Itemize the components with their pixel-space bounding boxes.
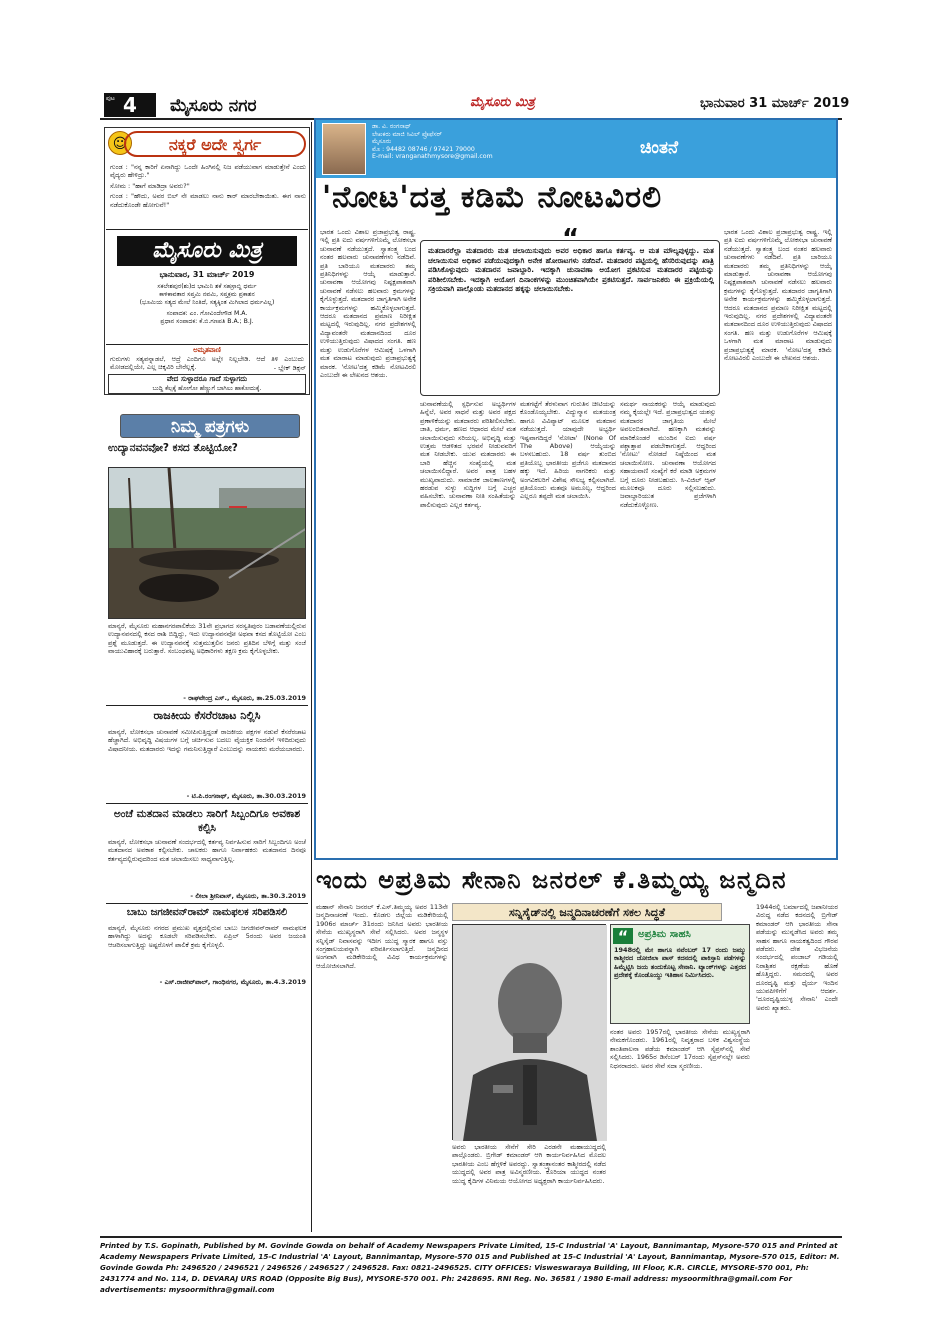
masthead-line: (ಭೂಮಿಯ ಸತ್ಯದ ಮೇಲೆ ನಿಂತಿದೆ, ಸತ್ಯಕ್ಕಿಂತ ಮಿಗಿಲಾದ ಧರ್ಮವಿಲ್ಲ) — [139, 299, 275, 306]
thimmaiah-headline: ಇಂದು ಅಪ್ರತಿಮ ಸೇನಾನಿ ಜನರಲ್ ಕೆ.ತಿಮ್ಮಯ್ಯ ಜನ್ಮದಿನ — [316, 866, 788, 894]
letter2-body: ಮಾನ್ಯರೆ, ಲೋಕಸಭಾ ಚುನಾವಣೆ ಸಮೀಪಿಸುತ್ತಿದ್ದಂತೆ ರಾಜಕೀಯ ಪಕ್ಷಗಳ ನಡುವೆ ಕೆಸರೆರಚಾಟ ಹೆಚ್ಚಾಗಿದೆ. ಅಭಿವೃದ್ಧಿ ವಿಷಯಗಳ ಬಗ್ಗೆ ಚರ್ಚಿಸುವ ಬದಲು ವೈಯಕ್ತಿಕ ನಿಂದನೆಗೆ ಇಳಿದಿರುವುದು ವಿಷಾದನೀಯ. ಮತದಾರರು ಇದನ್ನು ಗಮನಿಸುತ್ತಿದ್ದಾರೆ ಎಂಬುದನ್ನು ನಾಯಕರು ಮರೆಯಬಾರದು. — [108, 728, 306, 753]
letter2-headline: ರಾಜಕೀಯ ಕೆಸರೆರಚಾಟ ನಿಲ್ಲಿಸಿ — [153, 709, 261, 722]
section-title: ಮೈಸೂರು ನಗರ — [170, 96, 257, 116]
author-email[interactable]: E-mail: vranganathmysore@gmail.com — [372, 153, 493, 161]
article-column-3: ಮತಗಟ್ಟೆಗೆ ತೆರಳುವಾಗ ಗುರುತಿನ ಚೀಟಿಯನ್ನು ಕೊಂಡೊಯ್ಯಬೇಕು. ವಿದ್ಯುನ್ಮಾನ ಮತಯಂತ್ರ ಹಾಗೂ ವಿವಿಪ್ಯಾಟ್ ಮೂಲಕ ಮತದಾನ ನಡೆಯುತ್ತದೆ. ಯಾವುದೇ ಅಭ್ಯರ್ಥಿ ಇಷ್ಟವಾಗದಿದ್ದರೆ 'ನೋಟಾ' (None Of The Above) ಆಯ್ಕೆಯನ್ನು ಬಳಸಬಹುದು. 18 ವರ್ಷ ತುಂಬಿದ ಪ್ರತಿಯೊಬ್ಬ ಭಾರತೀಯ ಪ್ರಜೆಗೂ ಮತದಾನದ ಹಕ್ಕು ಇದೆ. ಹಿರಿಯ ನಾಗರಿಕರು ಮತ್ತು ಅಂಗವಿಕಲರಿಗೆ ವಿಶೇಷ ಸೌಲಭ್ಯ ಕಲ್ಪಿಸಲಾಗಿದೆ. ಪ್ರತಿಯೊಂದು ಮತವೂ ಅಮೂಲ್ಯ, ಆದ್ದರಿಂದ ಎಲ್ಲರೂ ತಪ್ಪದೇ ಮತ ಚಲಾಯಿಸಿ. — [520, 400, 616, 501]
joke-line: ಗುಂಡ : "ನನ್ನ ಕಾರಿಗೆ ಏನಾಗಿದ್ದು ಒಂದೇ ಹಿಂಗಿನಲ್ಲಿ ನಿಜ ಪಡೆಯುವಾಗ ಮಾಡುತ್ತೇನೆ ಎಂದು ವೈದ್ಯರು ಹೇಳಿದ್ರು." — [110, 163, 306, 180]
amrutha-title: ಅಮೃತವಾಣಿ — [193, 346, 221, 354]
mysooru-mithra-logo: ಮೈಸೂರು ಮಿತ್ರ — [117, 236, 297, 266]
letter1-headline: ಉದ್ಯಾನವನವೋ? ಕಸದ ತೊಟ್ಟಿಯೋ? — [108, 442, 238, 454]
fact-text: 1948ರಲ್ಲಿ ಮೇ ಹಾಗೂ ನವೆಂಬರ್ 17 ರಂದು ಜಮ್ಮು ಕಾಶ್ಮೀರದ ಜೋಜಿಲಾ ಪಾಸ್ ಕದನದಲ್ಲಿ ಪಾಕಿಸ್ತಾನಿ ಪಡೆಗಳನ್ನು ಹಿಮ್ಮೆಟ್ಟಿಸಿ ಜಯ ತಂದುಕೊಟ್ಟ ಸೇನಾನಿ. ಟ್ಯಾಂಕ್‌ಗಳನ್ನು ಎತ್ತರದ ಪ್ರದೇಶಕ್ಕೆ ಕೊಂಡೊಯ್ದು ಇತಿಹಾಸ ನಿರ್ಮಿಸಿದರು. — [614, 946, 746, 980]
page-number: 4 — [104, 93, 156, 117]
masthead-divider — [106, 344, 308, 345]
quote-mark-icon: “ — [562, 224, 580, 254]
thimmaiah-column-3: ನಂತರ ಅವರು 1957ರಲ್ಲಿ ಭಾರತೀಯ ಸೇನೆಯ ಮುಖ್ಯಸ್ಥರಾಗಿ ನೇಮಕಗೊಂಡರು. 1961ರಲ್ಲಿ ನಿವೃತ್ತರಾದ ಬಳಿಕ ವಿಶ್ವಸಂಸ್ಥೆಯ ಶಾಂತಿಪಾಲನಾ ಪಡೆಯ ಕಮಾಂಡರ್ ಆಗಿ ಸೈಪ್ರಸ್‌ನಲ್ಲಿ ಸೇವೆ ಸಲ್ಲಿಸಿದರು. 1965ರ ಡಿಸೆಂಬರ್ 17ರಂದು ಸೈಪ್ರಸ್‌ನಲ್ಲೇ ಅವರು ನಿಧನರಾದರು. ಅವರ ಸೇವೆ ಸದಾ ಸ್ಮರಣೀಯ. — [610, 1028, 750, 1070]
veda-title: ವೇದ ಸುಳ್ಳಾದರೂ ಗಾದೆ ಸುಳ್ಳಾಗದು — [166, 374, 248, 383]
main-headline: 'ನೋಟ'ದತ್ತ ಕಡಿಮೆ ನೋಟವಿರಲಿ — [322, 180, 663, 215]
joke-text — [110, 163, 306, 211]
general-thimmaiah-photo — [452, 924, 606, 1140]
masthead-line: ಸಕಲೇಶಪುರ(ಶು)ದ ಭಾಮಿನಿ ಶಕೆ ಸಹಸ್ರಾಬ್ದಿ ಧರ್ಮ — [157, 283, 257, 290]
masthead-line: ಕಾಳಿಕಾವತಾರ ಸಪ್ತಮಿ ನವಮಿ, ಸಪ್ತಕ್ರಮ ಪ್ರಕಾಶನ — [159, 291, 255, 298]
letter4-sign: - ಎಸ್.ರಾಜೀವ್‌ಪಾಲ್, ಗಾಂಧಿನಗರ, ಮೈಸೂರು, ತಾ.4.3.2019 — [159, 978, 306, 986]
author-info — [372, 123, 572, 161]
author-photo — [322, 123, 366, 175]
portrait-illustration — [453, 925, 607, 1141]
amrutha-text: ಗುರುಗಳು ಸತ್ಯವನ್ನಾಡಲೆ, ಆದ್ರೆ ಎಂದಿಗೂ ಅಲ್ಲೇ ನಿಲ್ಲಬೇಡಿ. ಆದೆ ತಿಳಿ ಎಂಬುದು ಮೋಡದಲ್ಲಿಯೇ, ಎಲ್ಲ ಚಿಕ್ಕವಿರಿ ಬೇರೆಲ್ಲಕ್ಕೆ. — [110, 355, 304, 372]
letter3-headline: ಅಂಚೆ ಮತದಾನ ಮಾಡಲು ಸಾರಿಗೆ ಸಿಬ್ಬಂದಿಗೂ ಅವಕಾಶ ಕಲ್ಪಿಸಿ — [113, 808, 301, 834]
preparation-subhead: ಸನ್ನಿಸೈಡ್‌ನಲ್ಲಿ ಜನ್ಮದಿನಾಚರಣೆಗೆ ಸಕಲ ಸಿದ್ಧತೆ — [452, 903, 722, 921]
article-column-2: ಚುನಾವಣೆಯಲ್ಲಿ ಸ್ಪರ್ಧಿಸುವ ಅಭ್ಯರ್ಥಿಗಳ ಹಿನ್ನೆಲೆ, ಅವರ ಸಾಧನೆ ಮತ್ತು ಅವರ ಪಕ್ಷದ ಪ್ರಣಾಳಿಕೆಯನ್ನು ಮತದಾರರು ಪರಿಶೀಲಿಸಬೇಕು. ಜಾತಿ, ಧರ್ಮ, ಹಣದ ಆಧಾರದ ಮೇಲೆ ಮತ ಚಲಾಯಿಸುವುದು ಸರಿಯಲ್ಲ. ಅಭಿವೃದ್ಧಿ ಮತ್ತು ಉತ್ತಮ ಆಡಳಿತದ ಭರವಸೆ ನೀಡುವವರಿಗೆ ಮತ ನೀಡಬೇಕು. ಯುವ ಮತದಾರರು ಈ ಬಾರಿ ಹೆಚ್ಚಿನ ಸಂಖ್ಯೆಯಲ್ಲಿ ಮತ ಚಲಾಯಿಸಲಿದ್ದಾರೆ. ಅವರ ಪಾತ್ರ ಬಹಳ ಮುಖ್ಯವಾದುದು. ಸಾಮಾಜಿಕ ಜಾಲತಾಣಗಳಲ್ಲಿ ಹರಡುವ ಸುಳ್ಳು ಸುದ್ದಿಗಳ ಬಗ್ಗೆ ಎಚ್ಚರ ವಹಿಸಬೇಕು. ಚುನಾವಣಾ ನೀತಿ ಸಂಹಿತೆಯನ್ನು ಪಾಲಿಸುವುದು ಎಲ್ಲರ ಕರ್ತವ್ಯ. — [420, 400, 516, 509]
article-column-4: ಸಮರ್ಥ ನಾಯಕರನ್ನು ಆಯ್ಕೆ ಮಾಡುವುದು ನಮ್ಮ ಕೈಯಲ್ಲೇ ಇದೆ. ಪ್ರಜಾಪ್ರಭುತ್ವದ ಯಶಸ್ಸು ಮತದಾರರ ಜಾಗೃತಿಯ ಮೇಲೆ ಅವಲಂಬಿತವಾಗಿದೆ. ಹಣಕ್ಕಾಗಿ ಮತವನ್ನು ಮಾರಿಕೊಂಡರೆ ಮುಂದಿನ ಐದು ವರ್ಷ ಪಶ್ಚಾತ್ತಾಪ ಪಡಬೇಕಾಗುತ್ತದೆ. ಆದ್ದರಿಂದ 'ನೋಟು' ನೋಡದೆ ನಿಷ್ಠೆಯಿಂದ ಮತ ಚಲಾಯಿಸೋಣ. ಚುನಾವಣಾ ಆಯೋಗದ ಸಹಾಯವಾಣಿ ಸಂಖ್ಯೆಗೆ ಕರೆ ಮಾಡಿ ಅಕ್ರಮಗಳ ಬಗ್ಗೆ ದೂರು ನೀಡಬಹುದು. ಸಿ-ವಿಜಿಲ್ ಆ್ಯಪ್ ಮೂಲಕವೂ ದೂರು ಸಲ್ಲಿಸಬಹುದು. ಜವಾಬ್ದಾರಿಯುತ ಪ್ರಜೆಗಳಾಗಿ ನಡೆದುಕೊಳ್ಳೋಣ. — [620, 400, 716, 509]
page-tag: ಪುಟ — [106, 95, 115, 102]
masthead-small: ಮೈಸೂರು ಮಿತ್ರ — [470, 95, 535, 110]
author-role: ಲೇಖಕರು ಮಾಜಿ ಸಿವಿಲ್ ಪ್ರೊಫೆಸರ್ — [372, 130, 442, 138]
thimmaiah-column-2: ಅವರು ಭಾರತೀಯ ಸೇನೆಗೆ ಸೇರಿ ಎರಡನೇ ಮಹಾಯುದ್ಧದಲ್ಲಿ ಪಾಲ್ಗೊಂಡರು. ಬ್ರಿಗೇಡ್ ಕಮಾಂಡರ್ ಆಗಿ ಕಾರ್ಯನಿರ್ವಹಿಸಿದ ಮೊದಲ ಭಾರತೀಯ ಎಂಬ ಹೆಗ್ಗಳಿಕೆ ಅವರದ್ದು. ಸ್ವಾತಂತ್ರ್ಯಾನಂತರ ಕಾಶ್ಮೀರದಲ್ಲಿ ನಡೆದ ಯುದ್ಧದಲ್ಲಿ ಅವರ ಪಾತ್ರ ಅವಿಸ್ಮರಣೀಯ. ಕೊರಿಯಾ ಯುದ್ಧದ ನಂತರ ಯುದ್ಧ ಕೈದಿಗಳ ವಿನಿಮಯ ಆಯೋಗದ ಅಧ್ಯಕ್ಷರಾಗಿ ಕಾರ್ಯನಿರ್ವಹಿಸಿದರು. — [452, 1143, 606, 1185]
joke-title: ನಕ್ಕರೆ ಅದೇ ಸ್ವರ್ಗ — [124, 131, 306, 157]
letter1-sign: - ರಾಘವೇಂದ್ರ ಎಸ್., ಮೈಸೂರು, ತಾ.25.03.2019 — [183, 694, 306, 702]
joke-line: ಗುಂಡ : "ಹೌದು, ಅವರ ಬಿಲ್ ನೇ ಮಾಡಲು ನಾನು ಕಾರ್ ಮಾರಬೇಕಾಯಿತು. ಈಗ ನಾನು ನಡೆದುಕೊಂಡೇ ಹೋಗುವೆ!" — [110, 192, 306, 209]
joke-divider — [106, 229, 308, 230]
letter4-headline: ಬಾಬು ಜಗಜೀವನ್‌ರಾಮ್ ನಾಮಫಲಕ ಸರಿಪಡಿಸಲಿ — [126, 907, 288, 918]
veda-text: ಬುದ್ದಿ ಕೆಲ್ಸಕ್ಕೆ ಹೋಗೋ ಹೆಣ್ಣುಗೆ ಬಾಗಿಲು ಹಾಕೋದುಕ್ಕೆ. — [152, 385, 262, 392]
article-column-1: ಭಾರತ ಒಂದು ವಿಶಾಲ ಪ್ರಜಾಪ್ರಭುತ್ವ ರಾಷ್ಟ್ರ. ಇಲ್ಲಿ ಪ್ರತಿ ಐದು ವರ್ಷಗಳಿಗೊಮ್ಮೆ ಲೋಕಸಭಾ ಚುನಾವಣೆ ನಡೆಯುತ್ತದೆ. ಸ್ವಾತಂತ್ರ್ಯ ಬಂದ ನಂತರ ಹಲವಾರು ಚುನಾವಣೆಗಳು ನಡೆದಿವೆ. ಪ್ರತಿ ಬಾರಿಯೂ ಮತದಾರರು ತಮ್ಮ ಪ್ರತಿನಿಧಿಗಳನ್ನು ಆಯ್ಕೆ ಮಾಡುತ್ತಾರೆ. ಚುನಾವಣಾ ಆಯೋಗವು ನಿಷ್ಪಕ್ಷಪಾತವಾಗಿ ಚುನಾವಣೆ ನಡೆಸಲು ಹಲವಾರು ಕ್ರಮಗಳನ್ನು ಕೈಗೊಳ್ಳುತ್ತದೆ. ಮತದಾರರ ಜಾಗೃತಿಗಾಗಿ ಅನೇಕ ಕಾರ್ಯಕ್ರಮಗಳನ್ನು ಹಮ್ಮಿಕೊಳ್ಳಲಾಗುತ್ತದೆ. ಆದರೂ ಮತದಾನದ ಪ್ರಮಾಣ ನಿರೀಕ್ಷಿತ ಮಟ್ಟದಲ್ಲಿ ಇರುವುದಿಲ್ಲ. ನಗರ ಪ್ರದೇಶಗಳಲ್ಲಿ ವಿದ್ಯಾವಂತರೇ ಮತದಾನದಿಂದ ದೂರ ಉಳಿಯುತ್ತಿರುವುದು ವಿಷಾದದ ಸಂಗತಿ. ಹಣ ಮತ್ತು ಉಡುಗೊರೆಗಳ ಆಮಿಷಕ್ಕೆ ಒಳಗಾಗಿ ಮತ ಮಾರಾಟ ಮಾಡುವುದು ಪ್ರಜಾಪ್ರಭುತ್ವಕ್ಕೆ ಮಾರಕ. 'ನೋಟ'ದತ್ತ ಕಡಿಮೆ ನೋಟವಿರಲಿ ಎಂಬುದೇ ಈ ಲೇಖನದ ಆಶಯ. — [320, 228, 416, 379]
letter-divider — [106, 705, 308, 706]
article-column-5: ಭಾರತ ಒಂದು ವಿಶಾಲ ಪ್ರಜಾಪ್ರಭುತ್ವ ರಾಷ್ಟ್ರ. ಇಲ್ಲಿ ಪ್ರತಿ ಐದು ವರ್ಷಗಳಿಗೊಮ್ಮೆ ಲೋಕಸಭಾ ಚುನಾವಣೆ ನಡೆಯುತ್ತದೆ. ಸ್ವಾತಂತ್ರ್ಯ ಬಂದ ನಂತರ ಹಲವಾರು ಚುನಾವಣೆಗಳು ನಡೆದಿವೆ. ಪ್ರತಿ ಬಾರಿಯೂ ಮತದಾರರು ತಮ್ಮ ಪ್ರತಿನಿಧಿಗಳನ್ನು ಆಯ್ಕೆ ಮಾಡುತ್ತಾರೆ. ಚುನಾವಣಾ ಆಯೋಗವು ನಿಷ್ಪಕ್ಷಪಾತವಾಗಿ ಚುನಾವಣೆ ನಡೆಸಲು ಹಲವಾರು ಕ್ರಮಗಳನ್ನು ಕೈಗೊಳ್ಳುತ್ತದೆ. ಮತದಾರರ ಜಾಗೃತಿಗಾಗಿ ಅನೇಕ ಕಾರ್ಯಕ್ರಮಗಳನ್ನು ಹಮ್ಮಿಕೊಳ್ಳಲಾಗುತ್ತದೆ. ಆದರೂ ಮತದಾನದ ಪ್ರಮಾಣ ನಿರೀಕ್ಷಿತ ಮಟ್ಟದಲ್ಲಿ ಇರುವುದಿಲ್ಲ. ನಗರ ಪ್ರದೇಶಗಳಲ್ಲಿ ವಿದ್ಯಾವಂತರೇ ಮತದಾನದಿಂದ ದೂರ ಉಳಿಯುತ್ತಿರುವುದು ವಿಷಾದದ ಸಂಗತಿ. ಹಣ ಮತ್ತು ಉಡುಗೊರೆಗಳ ಆಮಿಷಕ್ಕೆ ಒಳಗಾಗಿ ಮತ ಮಾರಾಟ ಮಾಡುವುದು ಪ್ರಜಾಪ್ರಭುತ್ವಕ್ಕೆ ಮಾರಕ. 'ನೋಟ'ದತ್ತ ಕಡಿಮೆ ನೋಟವಿರಲಿ ಎಂಬುದೇ ಈ ಲೇಖನದ ಆಶಯ. — [724, 228, 832, 363]
letter3-sign: - ಲೀಲಾ ಶ್ರೀನಿವಾಸ್, ಮೈಸೂರು, ತಾ.30.3.2019 — [190, 892, 306, 900]
thimmaiah-column-5: 1944ರಲ್ಲಿ ಬರ್ಮಾದಲ್ಲಿ ಜಪಾನೀಯರ ವಿರುದ್ಧ ನಡೆದ ಕದನದಲ್ಲಿ ಬ್ರಿಗೇಡ್ ಕಮಾಂಡರ್ ಆಗಿ ಭಾರತೀಯ ಸೇನಾ ಪಡೆಯನ್ನು ಮುನ್ನಡೆಸಿದ ಅವರು ತಮ್ಮ ಸಾಹಸ ಹಾಗೂ ನಾಯಕತ್ವದಿಂದ ಗೌರವ ಪಡೆದರು. ದೇಶ ವಿಭಜನೆಯ ಸಂದರ್ಭದಲ್ಲಿ ಪಂಜಾಬ್ ಗಡಿಯಲ್ಲಿ ನಿರಾಶ್ರಿತರ ರಕ್ಷಣೆಯ ಹೊಣೆ ಹೊತ್ತಿದ್ದರು. ಸಮರದಲ್ಲಿ ಅವರ ದೂರದೃಷ್ಟಿ ಮತ್ತು ಧೈರ್ಯ ಇಂದಿನ ಯುವಪೀಳಿಗೆಗೆ ಆದರ್ಶ. 'ದೂರದೃಷ್ಟಿಯುಳ್ಳ ಸೇನಾನಿ' ಎಂದೇ ಅವರು ಖ್ಯಾತರು. — [756, 903, 838, 1012]
masthead-line: ಸಂಪಾದಕ: ಎಂ. ಗೋವಿಂದೇಗೌಡ M.A. — [166, 310, 248, 317]
imprint-footer: Printed by T.S. Gopinath, Published by M. Govinde Gowda on behalf of Academy Newspapers Private Limited, 15-C Industrial 'A' Layout, Bannimantap, Mysore-570 015 and Printed at Academy Newspapers Private Limited, 15-C Industrial 'A' Layout, Bannimantap, Mysore-570 015 and Published at 15-C Industrial 'A' Layout, Bannimantap, Mysore-570 015, Editor: M. Govinde Gowda Ph: 2496520 / 2496521 / 2496526 / 2496527 / 2496528. Fax: 0821-2496525. CITY OFFICES: Visweswaraya Building, III Floor, K.R. CIRCLE, MYSORE-570 001, Ph: 2431774 and No. 114, D. DEVARAJ URS ROAD (Opposite Big Bus), MYSORE-570 001. Ph: 2428695. RNI Reg. No. 36581 / 1980 E-mail address: mysoormithra@gmail.com For advertisements: mysoormithra@gmail.com — [100, 1241, 840, 1294]
laughing-face-icon: ☺ — [108, 131, 132, 155]
letter3-body: ಮಾನ್ಯರೆ, ಲೋಕಸಭಾ ಚುನಾವಣೆ ಸಂದರ್ಭದಲ್ಲಿ ಕರ್ತವ್ಯ ನಿರ್ವಹಿಸುವ ಸಾರಿಗೆ ಸಿಬ್ಬಂದಿಗೂ ಅಂಚೆ ಮತದಾನದ ಅವಕಾಶ ಕಲ್ಪಿಸಬೇಕು. ಚಾಲಕರು ಹಾಗೂ ನಿರ್ವಾಹಕರು ಮತದಾನದ ದಿನವೂ ಕರ್ತವ್ಯದಲ್ಲಿರುವುದರಿಂದ ಮತ ಚಲಾಯಿಸಲು ಸಾಧ್ಯವಾಗುತ್ತಿಲ್ಲ. — [108, 838, 306, 863]
thimmaiah-column-1: ಮಹಾನ್ ಸೇನಾನಿ ಜನರಲ್ ಕೆ.ಎಸ್.ತಿಮ್ಮಯ್ಯ ಅವರ 113ನೇ ಜನ್ಮದಿನಾಚರಣೆ ಇಂದು. ಕೊಡಗು ಜಿಲ್ಲೆಯ ಮಡಿಕೇರಿಯಲ್ಲಿ 1906ರ ಮಾರ್ಚ್ 31ರಂದು ಜನಿಸಿದ ಅವರು ಭಾರತೀಯ ಸೇನೆಯ ಮುಖ್ಯಸ್ಥರಾಗಿ ಸೇವೆ ಸಲ್ಲಿಸಿದರು. ಅವರ ಜನ್ಮಸ್ಥಳ ಸನ್ನಿಸೈಡ್ ನಿವಾಸವನ್ನು ಇದೀಗ ಯುದ್ಧ ಸ್ಮಾರಕ ಹಾಗೂ ವಸ್ತು ಸಂಗ್ರಹಾಲಯವನ್ನಾಗಿ ಪರಿವರ್ತಿಸಲಾಗುತ್ತಿದೆ. ಜನ್ಮದಿನದ ಅಂಗವಾಗಿ ಮಡಿಕೇರಿಯಲ್ಲಿ ವಿವಿಧ ಕಾರ್ಯಕ್ರಮಗಳನ್ನು ಆಯೋಜಿಸಲಾಗಿದೆ. — [316, 903, 448, 970]
letters-section-title: ನಿಮ್ಮ ಪತ್ರಗಳು — [120, 414, 300, 438]
author-name: ಡಾ. ವಿ. ರಂಗನಾಥ್ — [372, 123, 411, 130]
quote-mark-icon: “ — [613, 928, 633, 944]
letter4-body: ಮಾನ್ಯರೆ, ಮೈಸೂರು ನಗರದ ಪ್ರಮುಖ ವೃತ್ತದಲ್ಲಿರುವ ಬಾಬು ಜಗಜೀವನ್‌ರಾಮ್ ನಾಮಫಲಕ ಹಾಳಾಗಿದ್ದು ಅದನ್ನು ಕೂಡಲೇ ಸರಿಪಡಿಸಬೇಕು. ಏಪ್ರಿಲ್ 5ರಂದು ಅವರ ಜಯಂತಿ ಆಚರಿಸಲಾಗುತ್ತಿದ್ದು ಅಷ್ಟರೊಳಗೆ ಪಾಲಿಕೆ ಕ್ರಮ ಕೈಗೊಳ್ಳಲಿ. — [108, 924, 306, 949]
author-phone: ಮೊ : 94482 08746 / 97421 79000 — [372, 145, 475, 153]
park-photo-illustration — [109, 468, 306, 619]
joke-line: ಸೋಮ : "ಹಾಗೆ ಮಾಡಿದ್ರಾ ಅವರು?" — [110, 181, 190, 190]
amrutha-sign: - ಬ್ಲೇಕ್ ಡಿಕ್ಸನ್ — [273, 364, 306, 372]
letter1-body: ಮಾನ್ಯರೆ, ಮೈಸೂರು ಮಹಾನಗರಪಾಲಿಕೆಯ 31ನೇ ಪ್ರಭಾಗದ ಸರಸ್ವತಿಪುರಂ ಬಡಾವಣೆಯಲ್ಲಿರುವ ಉದ್ಯಾನವನದಲ್ಲಿ ಕಸದ ರಾಶಿ ಬಿದ್ದಿದ್ದು, ಇದು ಉದ್ಯಾನವನವೋ ಅಥವಾ ಕಸದ ತೊಟ್ಟಿಯೋ ಎಂಬ ಪ್ರಶ್ನೆ ಮೂಡುತ್ತದೆ. ಈ ಉದ್ಯಾನವನಕ್ಕೆ ಸುತ್ತಮುತ್ತಲಿನ ಜನರು ಪ್ರತಿದಿನ ಬೆಳಿಗ್ಗೆ ಮತ್ತು ಸಂಜೆ ವಾಯುವಿಹಾರಕ್ಕೆ ಬರುತ್ತಾರೆ. ಸಂಬಂಧಪಟ್ಟ ಅಧಿಕಾರಿಗಳು ತಕ್ಷಣ ಕ್ರಮ ಕೈಗೊಳ್ಳಬೇಕು. — [108, 622, 306, 656]
footer-rule — [100, 1236, 842, 1238]
park-garbage-photo — [108, 467, 306, 619]
masthead-line: ಪ್ರಧಾನ ಸಂಪಾದಕ: ಕೆ.ಬಿ.ಗಣಪತಿ B.A.; B.J. — [160, 318, 254, 325]
author-city: ಮೈಸೂರು — [372, 138, 392, 146]
pull-quote-text: ಮತದಾರರೆಲ್ಲಾ ಮತದಾರರು ಮತ ಚಲಾಯಿಸುವುದು ಅವರ ಅಧಿಕಾರ ಹಾಗೂ ಕರ್ತವ್ಯ. ಆ ಮತ ಮೌಲ್ಯವುಳ್ಳದ್ದು. ಮತ ಚಲಾಯಿಸುವ ಅಧಿಕಾರ ಪಡೆಯುವುದಕ್ಕಾಗಿ ಅನೇಕ ಹೋರಾಟಗಳು ನಡೆದಿವೆ. ಮತದಾರರ ಪಟ್ಟಿಯಲ್ಲಿ ಹೆಸರಿರುವುದನ್ನು ಖಾತ್ರಿ ಪಡಿಸಿಕೊಳ್ಳುವುದು ಮತದಾರನ ಜವಾಬ್ದಾರಿ. ಇದಕ್ಕಾಗಿ ಚುನಾವಣಾ ಆಯೋಗ ಪ್ರಕಟಿಸುವ ಮತದಾರರ ಪಟ್ಟಿಯನ್ನು ಪರಿಶೀಲಿಸಬೇಕು. ಇದಕ್ಕಾಗಿ ಆಯೋಗ ದಿನಾಂಕಗಳನ್ನು ಮುಂಚಿತವಾಗಿಯೇ ಪ್ರಕಟಿಸುತ್ತದೆ. ಸಾರ್ವಜನಿಕರು ಈ ಪ್ರಕ್ರಿಯೆಯಲ್ಲಿ ಸಕ್ರಿಯವಾಗಿ ಪಾಲ್ಗೊಂಡು ಮತದಾನದ ಹಕ್ಕನ್ನು ಚಲಾಯಿಸಬೇಕು. — [428, 246, 714, 294]
masthead-info — [108, 283, 306, 326]
column-divider — [311, 122, 312, 1232]
letter-divider — [106, 803, 308, 804]
masthead-date: ಭಾನುವಾರ, 31 ಮಾರ್ಚ್ 2019 — [159, 270, 255, 279]
issue-date: ಭಾನುವಾರ 31 ಮಾರ್ಚ್ 2019 — [700, 96, 850, 111]
letter-divider — [106, 903, 308, 904]
letter2-sign: - ಟಿ.ಪಿ.ರಂಗನಾಥ್, ಮೈಸೂರು, ತಾ.30.03.2019 — [186, 792, 306, 800]
chintane-label: ಚಿಂತನೆ — [640, 138, 679, 158]
fact-title: ಅಪ್ರತಿಮ ಸಾಹಸಿ — [638, 929, 691, 940]
